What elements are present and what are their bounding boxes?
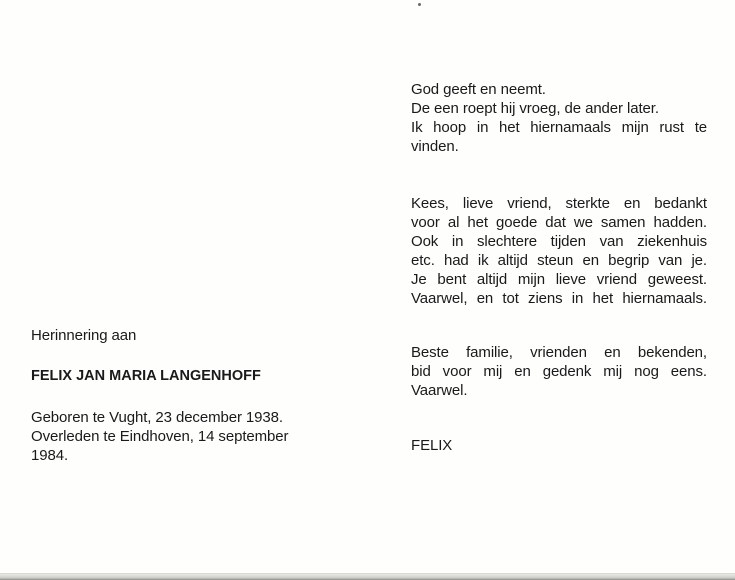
message-line: Ook in slechtere tijden van ziekenhuis [411, 233, 707, 250]
farewell-line: bid voor mij en gedenk mij nog eens. [411, 363, 707, 380]
left-panel [31, 326, 331, 465]
message-stanza [411, 194, 707, 308]
poem-line: Ik hoop in het hiernamaals mijn rust te [411, 119, 707, 136]
deceased-name: FELIX JAN MARIA LANGENHOFF [31, 368, 261, 384]
intro-text: Herinnering aan [31, 327, 137, 344]
farewell-stanza [411, 343, 707, 400]
message-line: Je bent altijd mijn lieve vriend geweest. [411, 271, 707, 288]
birth-line: Geboren te Vught, 23 december 1938. [31, 409, 283, 426]
message-line: Vaarwel, en tot ziens in het hiernamaals. [411, 290, 707, 307]
message-line: voor al het goede dat we samen hadden. [411, 214, 707, 231]
message-line: Kees, lieve vriend, sterkte en bedankt [411, 195, 707, 212]
signature: FELIX [411, 437, 453, 454]
message-line: etc. had ik altijd steun en begrip van je. [411, 252, 707, 269]
poem-line: God geeft en neemt. [411, 81, 546, 98]
print-speck [418, 3, 421, 6]
poem-stanza [411, 80, 707, 156]
death-year: 1984. [31, 447, 69, 464]
death-line: Overleden te Eindhoven, 14 september [31, 428, 289, 445]
right-panel [411, 80, 707, 455]
farewell-line: Vaarwel. [411, 382, 468, 399]
poem-line: vinden. [411, 138, 459, 155]
poem-line: De een roept hij vroeg, de ander later. [411, 100, 659, 117]
card-bottom-edge [0, 574, 735, 580]
farewell-line: Beste familie, vrienden en bekenden, [411, 344, 707, 361]
